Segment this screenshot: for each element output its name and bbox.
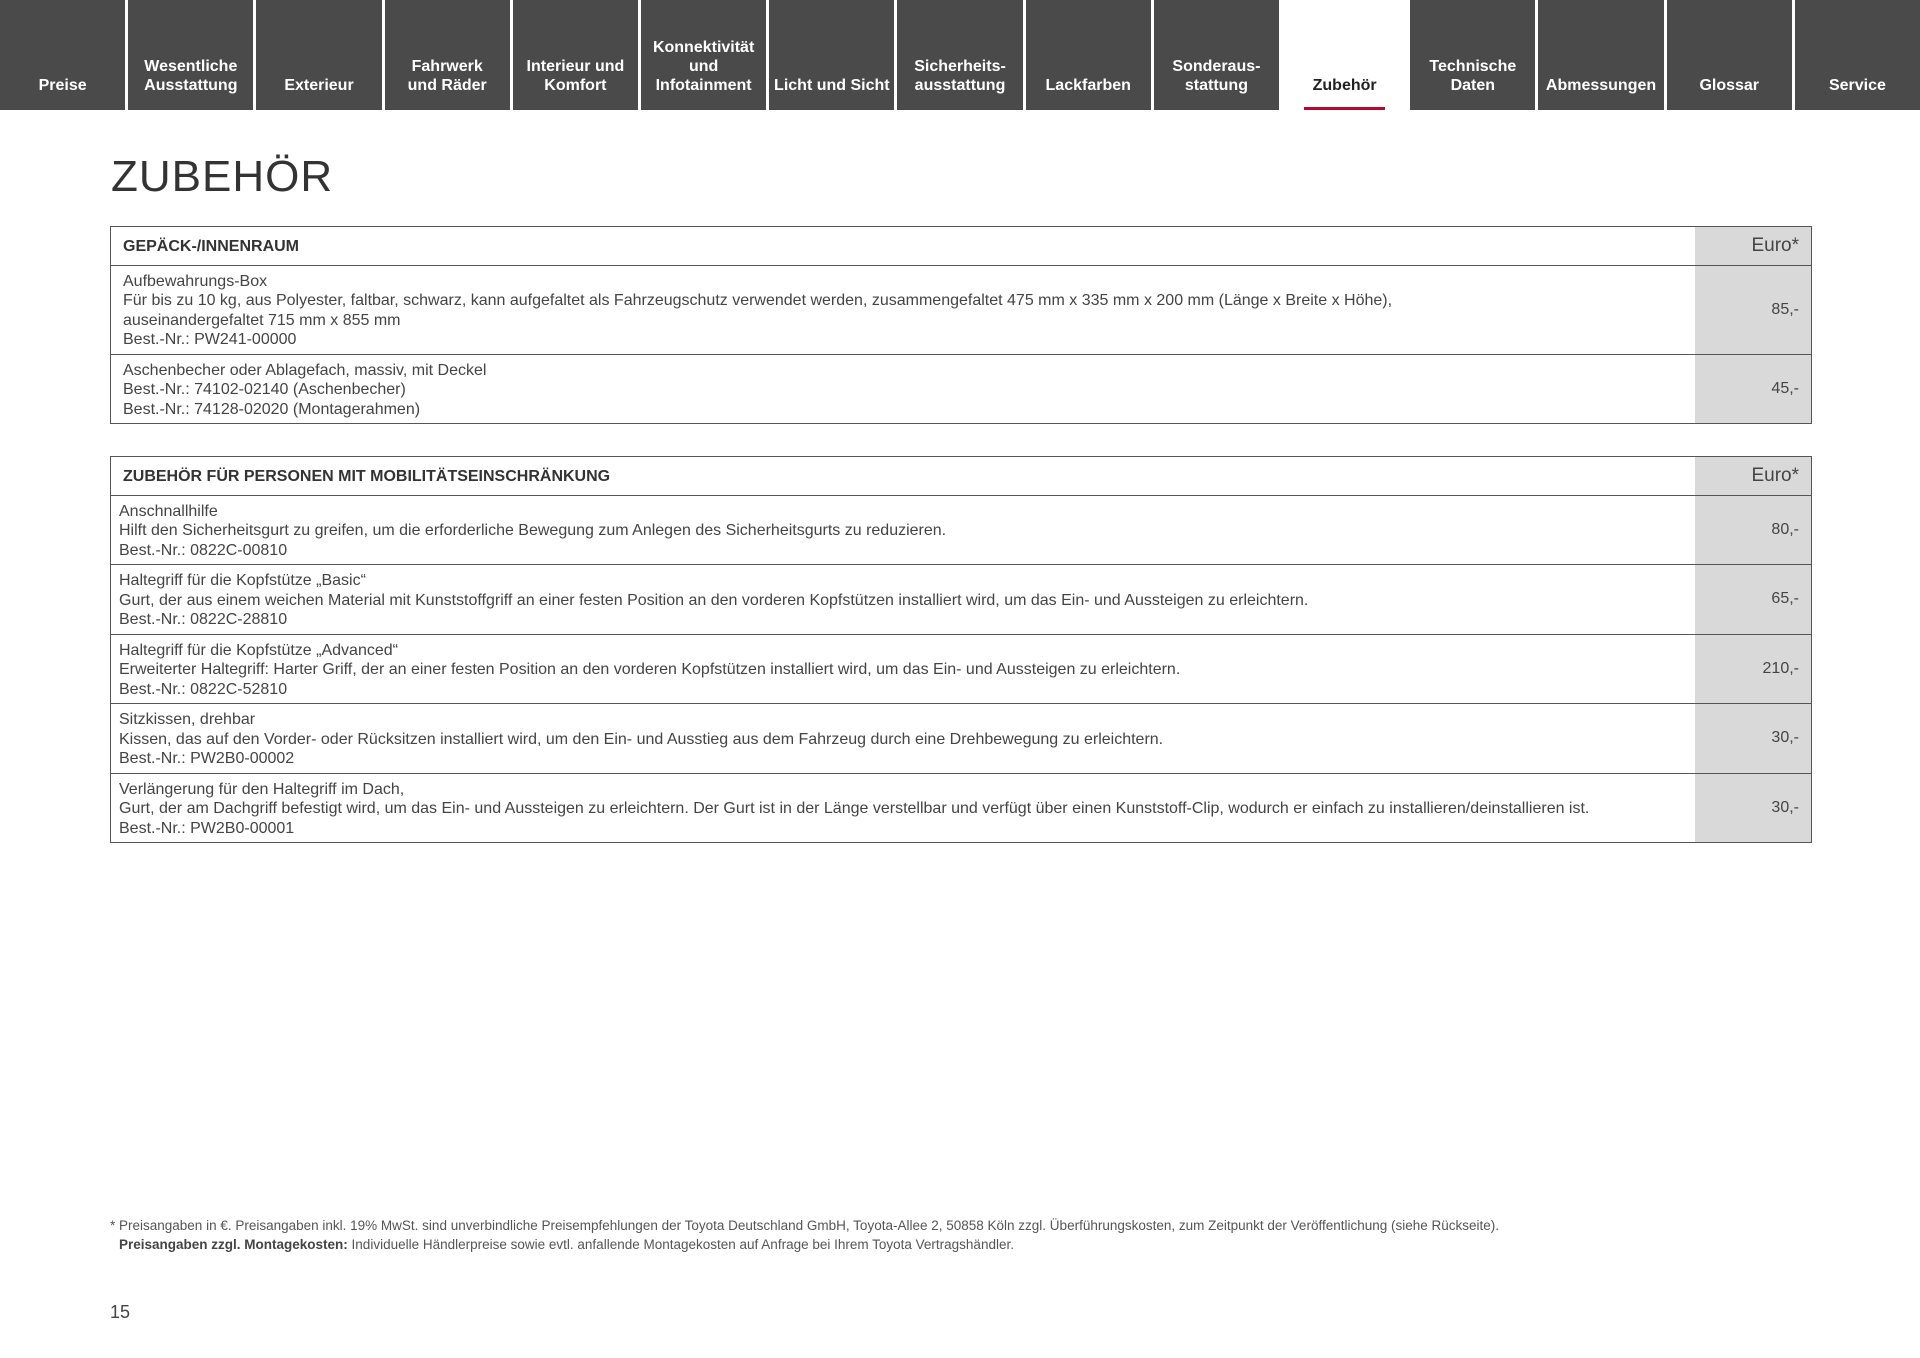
table-row bbox=[111, 265, 1811, 354]
item-name: Verlängerung für den Haltegriff im Dach, bbox=[119, 780, 405, 798]
item-detail: auseinandergefaltet 715 mm x 855 mm bbox=[123, 311, 401, 329]
table-row bbox=[111, 354, 1811, 424]
tab-label: Service bbox=[1828, 77, 1886, 94]
table-row bbox=[111, 703, 1811, 773]
tab-wesentliche-ausstattung[interactable] bbox=[128, 0, 253, 110]
table-header-row bbox=[111, 457, 1811, 495]
item-description bbox=[111, 704, 1695, 773]
footnote-line-2 bbox=[110, 1235, 1499, 1254]
item-description bbox=[111, 565, 1695, 634]
tab-abmessungen[interactable] bbox=[1538, 0, 1663, 110]
table-header-row bbox=[111, 227, 1811, 265]
item-name: Aufbewahrungs-Box bbox=[123, 272, 268, 290]
top-navigation bbox=[0, 0, 1920, 110]
table-row bbox=[111, 564, 1811, 634]
tab-label: Preise bbox=[38, 77, 87, 94]
item-detail: Kissen, das auf den Vorder- oder Rücksitzen installiert wird, um den Ein- und Ausstieg aus dem Fahrzeug durch eine Drehbewegung zu erleichtern. bbox=[119, 730, 1164, 748]
item-detail: Gurt, der am Dachgriff befestigt wird, um das Ein- und Aussteigen zu erleichtern. Der Gurt ist in der Länge verstellbar und verfügt über einen Kunststoff-Clip, wodurch er einfach zu installieren/deinstallieren ist. bbox=[119, 800, 1590, 817]
tab-label: Fahrwerk und Räder bbox=[407, 58, 487, 94]
tab-label: Sicherheits- ausstattung bbox=[914, 58, 1006, 94]
price-column-heading: Euro* bbox=[1695, 457, 1811, 495]
tab-technische-daten[interactable] bbox=[1410, 0, 1535, 110]
table-row bbox=[111, 495, 1811, 565]
item-name: Haltegriff für die Kopfstütze „Basic“ bbox=[119, 572, 366, 589]
item-description bbox=[111, 496, 1695, 565]
item-price: 80,- bbox=[1695, 496, 1811, 565]
tab-label: Abmessungen bbox=[1545, 77, 1657, 94]
item-order-number: Best.-Nr.: PW2B0-00002 bbox=[119, 750, 295, 767]
tab-konnektivität-und-infotainment[interactable] bbox=[641, 0, 766, 110]
item-order-number: Best.-Nr.: PW2B0-00001 bbox=[119, 819, 295, 837]
tab-glossar[interactable] bbox=[1667, 0, 1792, 110]
tab-label: Glossar bbox=[1699, 77, 1760, 94]
tab-label: Exterieur bbox=[284, 77, 354, 94]
item-order-number: Best.-Nr.: 0822C-00810 bbox=[119, 541, 288, 559]
item-detail: Für bis zu 10 kg, aus Polyester, faltbar, schwarz, kann aufgefaltet als Fahrzeugschutz verwendet werden, zusammengefaltet 475 mm x 335 mm x 200 mm (Länge x Breite x Höhe), bbox=[123, 292, 1393, 309]
item-order-number: Best.-Nr.: 74128-02020 (Montagerahmen) bbox=[123, 400, 421, 418]
tab-label: Konnektivität und Infotainment bbox=[652, 39, 755, 94]
table-row bbox=[111, 773, 1811, 843]
tab-zubehör[interactable] bbox=[1282, 0, 1407, 110]
page-number: 15 bbox=[110, 1302, 131, 1322]
item-order-number: Best.-Nr.: PW241-00000 bbox=[123, 331, 297, 348]
item-detail: Hilft den Sicherheitsgurt zu greifen, um die erforderliche Bewegung zum Anlegen des Sicherheitsgurts zu reduzieren. bbox=[119, 522, 947, 539]
tab-label: Technische Daten bbox=[1429, 58, 1517, 94]
footnote-rest: Individuelle Händlerpreise sowie evtl. anfallende Montagekosten auf Anfrage bei Ihrem Toyota Vertragshändler. bbox=[347, 1237, 1014, 1252]
footnote bbox=[110, 1216, 1499, 1254]
item-price: 85,- bbox=[1695, 266, 1811, 354]
item-detail: Gurt, der aus einem weichen Material mit Kunststoffgriff an einer festen Position an den vorderen Kopfstützen installiert wird, um das Ein- und Aussteigen zu erleichtern. bbox=[119, 591, 1309, 609]
item-name: Aschenbecher oder Ablagefach, massiv, mit Deckel bbox=[123, 361, 487, 379]
table-heading: ZUBEHÖR FÜR PERSONEN MIT MOBILITÄTSEINSCHRÄNKUNG bbox=[123, 468, 611, 485]
tab-sonderaus-stattung[interactable] bbox=[1154, 0, 1279, 110]
tab-interieur-und-komfort[interactable] bbox=[513, 0, 638, 110]
tab-fahrwerk-und-räder[interactable] bbox=[385, 0, 510, 110]
item-order-number: Best.-Nr.: 0822C-52810 bbox=[119, 680, 288, 698]
tab-label: Wesentliche Ausstattung bbox=[144, 58, 238, 94]
tab-sicherheits-ausstattung[interactable] bbox=[897, 0, 1022, 110]
item-price: 30,- bbox=[1695, 774, 1811, 843]
table-gepaeck-innenraum bbox=[110, 226, 1812, 424]
item-price: 65,- bbox=[1695, 565, 1811, 634]
tab-licht-und-sicht[interactable] bbox=[769, 0, 894, 110]
item-order-number: Best.-Nr.: 74102-02140 (Aschenbecher) bbox=[123, 381, 406, 398]
item-order-number: Best.-Nr.: 0822C-28810 bbox=[119, 611, 288, 628]
tab-label: Zubehör bbox=[1312, 77, 1377, 94]
page-title: ZUBEHÖR bbox=[111, 152, 334, 201]
item-description bbox=[111, 635, 1695, 704]
table-row bbox=[111, 634, 1811, 704]
item-description bbox=[111, 355, 1695, 424]
item-detail: Erweiterter Haltegriff: Harter Griff, der an einer festen Position an den vorderen Kopfstützen installiert wird, um das Ein- und Aussteigen zu erleichtern. bbox=[119, 661, 1181, 678]
footnote-line-1: * Preisangaben in €. Preisangaben inkl. 19% MwSt. sind unverbindliche Preisempfehlungen der Toyota Deutschland GmbH, Toyota-Allee 2, 50858 Köln zzgl. Überführungskosten, zum Zeitpunkt der Veröffentlichung (siehe Rückseite). bbox=[110, 1218, 1500, 1233]
tab-label: Licht und Sicht bbox=[774, 77, 890, 94]
item-description bbox=[111, 774, 1695, 843]
tab-lackfarben[interactable] bbox=[1026, 0, 1151, 110]
tab-label: Sonderaus- stattung bbox=[1172, 58, 1261, 94]
item-name: Anschnallhilfe bbox=[119, 502, 218, 520]
price-column-heading: Euro* bbox=[1695, 227, 1811, 265]
item-price: 30,- bbox=[1695, 704, 1811, 773]
table-mobilitaet bbox=[110, 456, 1812, 843]
footnote-bold: Preisangaben zzgl. Montagekosten: bbox=[119, 1237, 348, 1252]
tab-exterieur[interactable] bbox=[256, 0, 381, 110]
item-price: 45,- bbox=[1695, 355, 1811, 424]
tab-service[interactable] bbox=[1795, 0, 1920, 110]
tab-label: Interieur und Komfort bbox=[526, 58, 625, 94]
item-price: 210,- bbox=[1695, 635, 1811, 704]
item-name: Haltegriff für die Kopfstütze „Advanced“ bbox=[119, 641, 398, 659]
tab-preise[interactable] bbox=[0, 0, 125, 110]
tab-label: Lackfarben bbox=[1045, 77, 1131, 94]
table-heading: GEPÄCK-/INNENRAUM bbox=[123, 238, 299, 255]
item-name: Sitzkissen, drehbar bbox=[119, 711, 256, 728]
item-description bbox=[111, 266, 1695, 354]
